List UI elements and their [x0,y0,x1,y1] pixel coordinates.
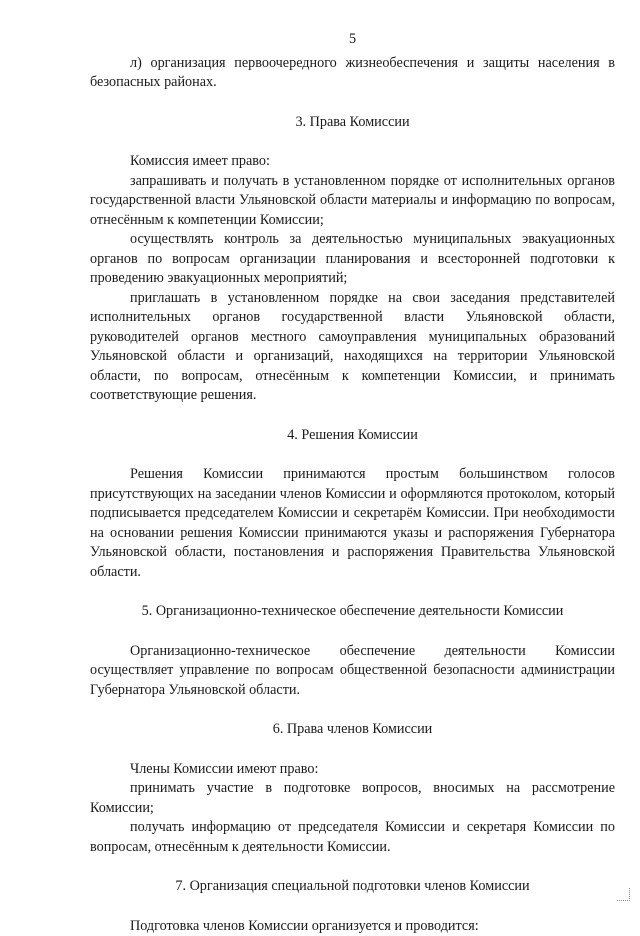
section-5-text: Организационно-техническое обеспечение деятельности Комиссии осуществляет управление по вопросам общественной безопасности администрации Губернатора Ульяновской области. [90,642,615,701]
section-3-lead: Комиссия имеет право: [90,152,615,172]
section-4-text: Решения Комиссии принимаются простым большинством голосов присутствующих на заседании членов Комиссии и оформляются протоколом, который подписывается председателем Комиссии и секретарём Комиссии. При необходимости на основании решения Комиссии принимаются указы и распоряжения Губернатора Ульяновской области, постановления и распоряжения Правительства Ульяновской области. [90,465,615,582]
section-6-item-2: получать информацию от председателя Комиссии и секретаря Комиссии по вопросам, отнесённым к деятельности Комиссии. [90,818,615,857]
section-6-item-1: принимать участие в подготовке вопросов, вносимых на рассмотрение Комиссии; [90,779,615,818]
section-4-title: 4. Решения Комиссии [90,426,615,446]
section-3-item-1: запрашивать и получать в установленном порядке от исполнительных органов государственной власти Ульяновской области материалы и информацию по вопросам, отнесённым к компетенции Комиссии; [90,172,615,231]
section-5-title: 5. Организационно-техническое обеспечение деятельности Комиссии [90,602,615,622]
section-7-title: 7. Организация специальной подготовки членов Комиссии [90,877,615,897]
paragraph-item-l: л) организация первоочередного жизнеобеспечения и защиты населения в безопасных районах. [90,54,615,93]
section-3-item-3: приглашать в установленном порядке на свои заседания представителей исполнительных органов государственной власти Ульяновской области, руководителей органов местного самоуправления муниципальных образований Ульяновской области и организаций, находящихся на территории Ульяновской области, по вопросам, отнесённым к компетенции Комиссии, и принимать соответствующие решения. [90,289,615,406]
page-number: 5 [90,30,615,50]
scan-corner-mark [617,888,630,901]
section-3-item-2: осуществлять контроль за деятельностью муниципальных эвакуационных органов по вопросам организации планирования и всесторонней подготовки к проведению эвакуационных мероприятий; [90,230,615,289]
section-6-title: 6. Права членов Комиссии [90,720,615,740]
section-3-title: 3. Права Комиссии [90,113,615,133]
section-6-lead: Члены Комиссии имеют право: [90,760,615,780]
document-page [90,30,615,936]
section-7-lead: Подготовка членов Комиссии организуется и проводится: [90,917,615,936]
